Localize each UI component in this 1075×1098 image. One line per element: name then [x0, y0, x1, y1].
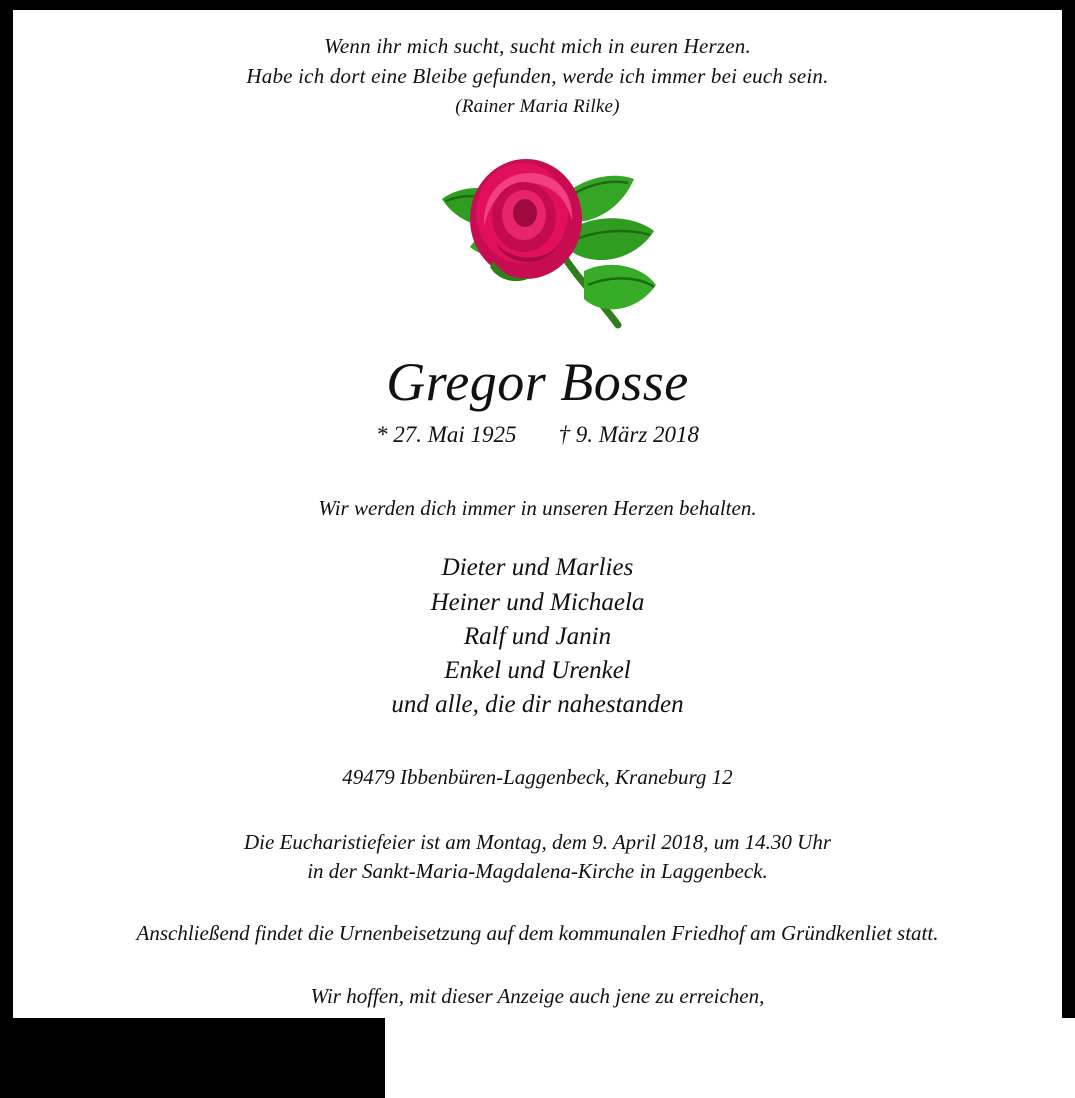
family-list	[13, 551, 1062, 722]
verse-line-2: Habe ich dort eine Bleibe gefunden, werde ich immer bei euch sein.	[246, 63, 829, 88]
service-line-2: in der Sankt-Maria-Magdalena-Kirche in Laggenbeck.	[307, 859, 768, 884]
birth-date: * 27. Mai 1925	[375, 422, 517, 448]
family-member-5: und alle, die dir nahestanden	[391, 691, 684, 719]
rose-image-container	[13, 135, 1062, 350]
family-member-2: Heiner und Michaela	[430, 588, 645, 616]
burial-text: Anschließend findet die Urnenbeisetzung auf dem kommunalen Friedhof am Gründkenliet statt.	[136, 921, 939, 946]
obituary-card	[13, 10, 1062, 1018]
deceased-name: Gregor Bosse	[386, 351, 689, 412]
death-date: † 9. März 2018	[558, 422, 700, 448]
service-line-1: Die Eucharistiefeier ist am Montag, dem 9. April 2018, um 14.30 Uhr	[244, 829, 831, 854]
memoriam-text: Wir werden dich immer in unseren Herzen behalten.	[318, 496, 757, 521]
service-details	[13, 828, 1062, 888]
red-rose-illustration-icon	[398, 135, 678, 350]
address-text: 49479 Ibbenbüren-Laggenbeck, Kraneburg 12	[342, 764, 733, 789]
bottom-white-notch	[385, 1018, 1075, 1098]
family-member-3: Ralf und Janin	[463, 622, 612, 650]
verse-line-1: Wenn ihr mich sucht, sucht mich in euren Herzen.	[324, 34, 751, 58]
obituary-content	[13, 10, 1062, 1042]
verse-author: (Rainer Maria Rilke)	[455, 95, 620, 117]
family-member-4: Enkel und Urenkel	[444, 657, 631, 685]
verse-block	[13, 32, 1062, 121]
life-dates	[13, 422, 1062, 448]
family-member-1: Dieter und Marlies	[441, 554, 634, 582]
closing-line-1: Wir hoffen, mit dieser Anzeige auch jene zu erreichen,	[310, 984, 765, 1009]
